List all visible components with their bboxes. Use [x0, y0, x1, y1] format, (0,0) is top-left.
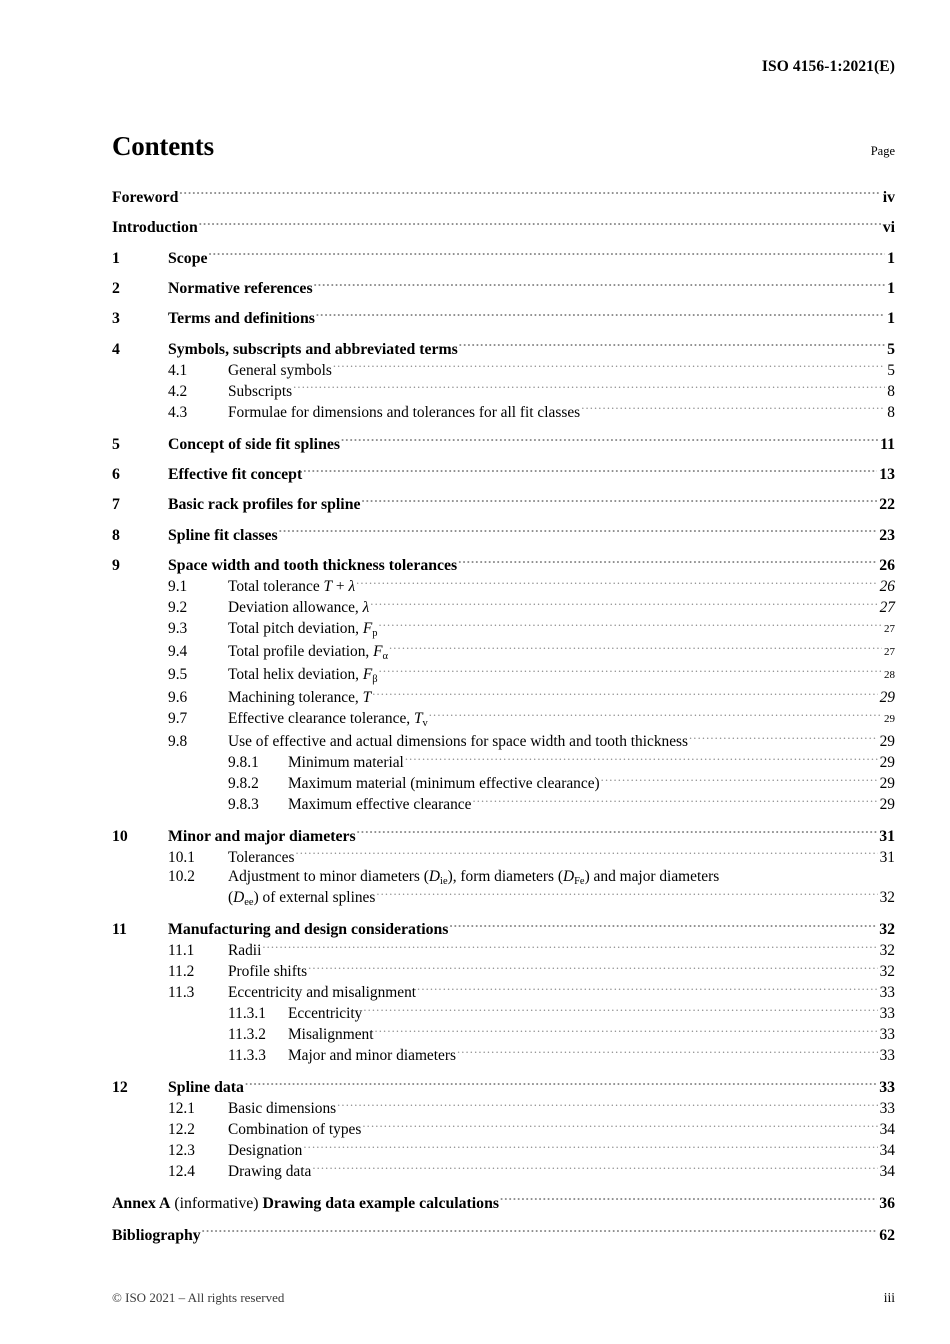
toc-entry-manufacturing-design[interactable]	[112, 919, 895, 940]
toc-entry-label: Basic dimensions	[228, 1100, 337, 1118]
toc-entry-label: Spline data	[168, 1079, 244, 1097]
toc-entry-bibliography[interactable]	[112, 1224, 895, 1245]
dot-leader	[312, 1161, 877, 1176]
toc-entry-page: 33	[879, 1079, 895, 1097]
math-operator: +	[332, 578, 349, 596]
toc-entry-label: Scope	[168, 249, 208, 267]
toc-entry-page: 29	[879, 689, 895, 707]
dot-leader	[356, 576, 877, 591]
page-folio: iii	[883, 1290, 895, 1305]
toc-entry-page: 33	[879, 984, 895, 1002]
toc-entry-label: Drawing data	[228, 1163, 312, 1181]
toc-entry-page: 27	[884, 623, 895, 636]
toc-entry-number: 10	[112, 827, 128, 845]
toc-entry-number: 4	[112, 340, 120, 358]
math-symbol-T: T	[413, 710, 423, 728]
toc-entry-page: 33	[879, 1005, 895, 1023]
toc-entry-number: 4.2	[168, 382, 188, 400]
toc-entry-effective-fit-concept[interactable]	[112, 463, 895, 484]
dot-leader	[370, 597, 877, 612]
toc-entry-label: Terms and definitions	[168, 310, 315, 328]
dot-leader	[378, 618, 882, 633]
toc-entry-terms-and-definitions[interactable]	[112, 308, 895, 329]
toc-entry-page: 31	[879, 848, 895, 866]
toc-entry-label: Minor and major diameters	[168, 827, 356, 845]
dot-leader	[303, 463, 877, 479]
toc-entry-maximum-material[interactable]	[112, 773, 895, 794]
dot-leader	[363, 1003, 877, 1018]
math-text: ) of external splines	[253, 889, 376, 907]
math-symbol-D: D	[428, 868, 441, 886]
toc-entry-scope[interactable]	[112, 247, 895, 268]
toc-entry-page: 11	[880, 435, 895, 453]
toc-entry-minor-major-diameters[interactable]	[112, 825, 895, 846]
toc-entry-normative-references[interactable]	[112, 277, 895, 298]
annex-name: Annex A	[112, 1194, 171, 1212]
dot-leader	[376, 887, 877, 902]
math-subscript-alpha: α	[382, 651, 388, 663]
toc-entry-number: 11.3	[168, 984, 195, 1002]
dot-leader	[357, 825, 878, 841]
toc-entry-general-symbols[interactable]	[112, 359, 895, 380]
toc-entry-number: 9.6	[168, 689, 188, 707]
toc-entry-number: 10.1	[168, 848, 195, 866]
toc-entry-number: 12.2	[168, 1121, 195, 1139]
annex-qualifier: (informative)	[170, 1194, 263, 1212]
toc-entry-number: 11.3.1	[228, 1005, 266, 1023]
toc-entry-label: Combination of types	[228, 1121, 362, 1139]
dot-leader	[295, 846, 877, 861]
toc-entry-introduction[interactable]	[112, 216, 895, 237]
toc-entry-eccentricity-misalignment[interactable]	[112, 982, 895, 1003]
toc-entry-page: 1	[887, 279, 895, 297]
toc-entry-number: 11.1	[168, 942, 195, 960]
math-text: ), form diameters (	[447, 868, 563, 886]
toc-entry-number: 8	[112, 526, 120, 544]
math-symbol-T: T	[323, 578, 333, 596]
toc-entry-page: 22	[879, 496, 895, 514]
toc-entry-symbols[interactable]	[112, 338, 895, 359]
toc-entry-page: 29	[879, 775, 895, 792]
contents-header-row	[112, 131, 895, 162]
toc-entry-label: Minimum material	[288, 754, 404, 772]
dot-leader	[429, 708, 882, 723]
dot-leader	[279, 524, 877, 540]
math-text: Deviation allowance,	[228, 599, 363, 617]
dot-leader	[262, 940, 877, 955]
toc-entry-total-helix-deviation[interactable]	[112, 664, 895, 687]
toc-entry-label: Profile shifts	[228, 963, 308, 981]
math-text: Adjustment to minor diameters (	[228, 868, 429, 886]
toc-entry-eccentricity[interactable]	[112, 1003, 895, 1024]
toc-entry-label: Maximum material (minimum effective clearance)	[288, 775, 600, 792]
toc-entry-label: Maximum effective clearance	[288, 795, 472, 813]
toc-entry-label: Symbols, subscripts and abbreviated terms	[168, 340, 458, 358]
toc-entry-page: 1	[887, 310, 895, 328]
toc-entry-label	[228, 642, 388, 662]
toc-entry-number: 9.5	[168, 666, 188, 684]
math-text: Total profile deviation,	[228, 643, 374, 661]
toc-entry-page: 34	[879, 1121, 895, 1139]
toc-entry-label: Tolerances	[228, 848, 295, 866]
toc-entry-maximum-effective-clearance[interactable]	[112, 794, 895, 815]
dot-leader	[459, 338, 885, 354]
math-subscript-ee: ee	[244, 897, 254, 909]
toc-entry-number: 2	[112, 279, 120, 297]
toc-entry-page: 5	[887, 340, 895, 358]
math-text: Machining tolerance,	[228, 689, 363, 707]
toc-entry-tolerances[interactable]	[112, 846, 895, 867]
dot-leader	[362, 494, 878, 510]
dot-leader	[209, 247, 886, 263]
toc-entry-label: Designation	[228, 1142, 303, 1160]
toc-entry-spline-fit-classes[interactable]	[112, 524, 895, 545]
toc-entry-page: 29	[884, 713, 895, 726]
math-symbol-D: D	[562, 868, 575, 886]
math-subscript-Fe: Fe	[574, 876, 585, 888]
toc-entry-number: 9.8	[168, 733, 188, 751]
math-text: (	[228, 889, 234, 907]
toc-entry-label: Use of effective and actual dimensions for space width and tooth thickness	[228, 733, 689, 751]
toc-entry-combination-of-types[interactable]	[112, 1119, 895, 1140]
document-footer	[112, 1290, 895, 1306]
dot-leader	[314, 277, 886, 293]
toc-entry-page: 29	[879, 733, 895, 751]
toc-entry-page: 32	[879, 963, 895, 981]
toc-entry-adjustment-diameters[interactable]	[112, 867, 895, 908]
toc-entry-label-line2	[228, 887, 895, 908]
toc-entry-label: Foreword	[112, 188, 179, 206]
dot-leader	[405, 752, 878, 767]
toc-entry-label	[228, 665, 378, 685]
toc-entry-number: 12.1	[168, 1100, 195, 1118]
dot-leader	[417, 982, 878, 997]
toc-entry-number: 9.2	[168, 599, 188, 617]
toc-entry-page: 26	[879, 578, 895, 596]
toc-entry-page: 8	[887, 382, 895, 400]
toc-entry-label	[112, 1194, 499, 1214]
math-symbol-F: F	[362, 666, 373, 684]
toc-entry-page: vi	[882, 219, 895, 237]
toc-entry-page: 27	[879, 599, 895, 617]
toc-entry-formulae[interactable]	[112, 401, 895, 422]
toc-entry-label: Major and minor diameters	[288, 1047, 456, 1065]
toc-entry-page: 62	[879, 1226, 895, 1244]
dot-leader	[199, 216, 881, 232]
math-text: Total pitch deviation,	[228, 620, 363, 638]
math-subscript-ie: ie	[440, 876, 448, 888]
toc-entry-page: 23	[879, 526, 895, 544]
toc-entry-page: 32	[879, 921, 895, 939]
math-symbol-F: F	[373, 643, 383, 661]
annex-title: Drawing data example calculations	[262, 1194, 500, 1212]
toc-entry-profile-shifts[interactable]	[112, 961, 895, 982]
toc-entry-number: 11.3.3	[228, 1047, 266, 1065]
toc-entry-page: 27	[884, 646, 895, 659]
toc-entry-use-of-effective-actual[interactable]	[112, 731, 895, 752]
toc-entry-annex-a[interactable]	[112, 1192, 895, 1213]
toc-entry-label: Bibliography	[112, 1226, 201, 1244]
toc-entry-body	[228, 867, 895, 908]
toc-entry-label: Eccentricity and misalignment	[228, 984, 417, 1002]
toc-entry-page: 1	[887, 249, 895, 267]
toc-entry-page: 29	[879, 795, 895, 813]
toc-entry-label: Formulae for dimensions and tolerances for all fit classes	[228, 403, 581, 421]
toc-entry-misalignment[interactable]	[112, 1024, 895, 1045]
toc-entry-number: 11.2	[168, 963, 195, 981]
page-column-label: Page	[870, 144, 895, 158]
toc-entry-label: Misalignment	[288, 1026, 374, 1044]
toc-entry-page: 5	[887, 361, 895, 379]
toc-entry-page: 13	[879, 465, 895, 483]
dot-leader	[337, 1098, 877, 1113]
toc-entry-minimum-material[interactable]	[112, 752, 895, 773]
toc-entry-spline-data[interactable]	[112, 1076, 895, 1097]
dot-leader	[601, 773, 878, 788]
toc-entry-number: 9.8.2	[228, 775, 259, 792]
toc-entry-basic-rack-profiles[interactable]	[112, 494, 895, 515]
dot-leader	[472, 794, 877, 809]
toc-entry-label	[228, 688, 371, 708]
toc-entry-page: 33	[879, 1047, 895, 1065]
dot-leader	[293, 380, 885, 395]
toc-entry-number: 4.3	[168, 403, 188, 421]
toc-entry-label: Radii	[228, 942, 262, 960]
math-subscript-v: v	[422, 717, 428, 729]
math-text: Total tolerance	[228, 578, 324, 596]
toc-entry-number: 9.4	[168, 643, 188, 661]
toc-entry-label-tail	[228, 888, 375, 908]
math-text: Effective clearance tolerance,	[228, 710, 414, 728]
toc-entry-number: 9.3	[168, 620, 188, 638]
toc-entry-label: Manufacturing and design considerations	[168, 921, 449, 939]
toc-entry-total-tolerance[interactable]	[112, 576, 895, 597]
dot-leader	[372, 687, 877, 702]
dot-leader	[500, 1192, 877, 1208]
toc-entry-page: 34	[879, 1163, 895, 1181]
toc-entry-total-profile-deviation[interactable]	[112, 641, 895, 664]
math-subscript-p: p	[372, 628, 378, 640]
copyright-notice: © ISO 2021 – All rights reserved	[112, 1290, 285, 1305]
toc-entry-label: Space width and tooth thickness tolerances	[168, 557, 458, 575]
dot-leader	[179, 186, 880, 202]
page-title: Contents	[112, 131, 214, 161]
toc-entry-page: iv	[882, 188, 895, 206]
dot-leader	[689, 731, 878, 746]
toc-entry-page: 26	[879, 557, 895, 575]
dot-leader	[308, 961, 878, 976]
toc-entry-number: 1	[112, 249, 120, 267]
toc-entry-designation[interactable]	[112, 1140, 895, 1161]
toc-entry-number: 12.4	[168, 1163, 195, 1181]
table-of-contents	[112, 186, 895, 1245]
toc-entry-label: Eccentricity	[288, 1005, 363, 1023]
toc-entry-number: 6	[112, 465, 120, 483]
toc-entry-number: 9	[112, 557, 120, 575]
toc-entry-number: 12	[112, 1079, 128, 1097]
toc-entry-number: 12.3	[168, 1142, 195, 1160]
math-symbol-lambda: λ	[362, 599, 370, 617]
toc-entry-number: 11	[112, 921, 127, 939]
toc-entry-concept-side-fit-splines[interactable]	[112, 433, 895, 454]
math-symbol-lambda: λ	[348, 578, 356, 596]
toc-entry-label-line1	[228, 867, 895, 887]
toc-entry-page: 29	[879, 754, 895, 772]
toc-entry-drawing-data[interactable]	[112, 1161, 895, 1182]
dot-leader	[202, 1224, 878, 1240]
dot-leader	[362, 1119, 877, 1134]
dot-leader	[333, 359, 885, 374]
toc-entry-number: 9.8.1	[228, 754, 259, 772]
toc-entry-page: 34	[879, 1142, 895, 1160]
toc-entry-label: Subscripts	[228, 382, 293, 400]
dot-leader	[389, 641, 882, 656]
dot-leader	[375, 1024, 878, 1039]
math-text: ) and major diameters	[584, 868, 720, 886]
toc-entry-deviation-allowance[interactable]	[112, 597, 895, 618]
dot-leader	[449, 919, 877, 935]
toc-entry-label: Concept of side fit splines	[168, 435, 341, 453]
toc-entry-page: 28	[884, 669, 895, 682]
toc-entry-effective-clearance-tolerance[interactable]	[112, 708, 895, 731]
toc-entry-label: Effective fit concept	[168, 465, 303, 483]
toc-entry-label	[228, 619, 377, 639]
dot-leader	[457, 1045, 878, 1060]
toc-entry-number: 11.3.2	[228, 1026, 266, 1044]
toc-entry-label: Normative references	[168, 279, 313, 297]
toc-entry-label: Spline fit classes	[168, 526, 278, 544]
dot-leader	[245, 1076, 877, 1092]
document-header: ISO 4156-1:2021(E)	[761, 58, 895, 75]
toc-entry-label	[228, 709, 428, 729]
math-symbol-T: T	[362, 689, 372, 707]
dot-leader	[316, 308, 885, 324]
toc-entry-page: 31	[879, 827, 895, 845]
toc-entry-label	[228, 577, 355, 597]
toc-entry-page: 8	[887, 403, 895, 421]
toc-entry-number: 9.8.3	[228, 795, 259, 813]
math-text: Total helix deviation,	[228, 666, 363, 684]
dot-leader	[303, 1140, 877, 1155]
toc-entry-subscripts[interactable]	[112, 380, 895, 401]
toc-entry-machining-tolerance[interactable]	[112, 687, 895, 708]
toc-entry-label: General symbols	[228, 361, 332, 379]
toc-entry-major-minor-diameters[interactable]	[112, 1045, 895, 1066]
dot-leader	[458, 554, 877, 570]
toc-entry-page: 33	[879, 1100, 895, 1118]
toc-entry-page: 36	[879, 1194, 895, 1212]
toc-entry-label	[228, 598, 369, 618]
toc-entry-number: 5	[112, 435, 120, 453]
toc-entry-number: 7	[112, 496, 120, 514]
toc-entry-page: 32	[879, 942, 895, 960]
toc-entry-basic-dimensions[interactable]	[112, 1098, 895, 1119]
math-symbol-F: F	[362, 620, 373, 638]
toc-entry-number: 9.7	[168, 710, 188, 728]
math-symbol-D: D	[233, 889, 245, 907]
toc-entry-number: 9.1	[168, 578, 188, 596]
toc-entry-label: Basic rack profiles for spline	[168, 496, 361, 514]
dot-leader	[581, 401, 885, 416]
toc-entry-radii[interactable]	[112, 940, 895, 961]
toc-entry-page: 33	[879, 1026, 895, 1044]
toc-entry-page: 32	[879, 889, 895, 907]
toc-entry-space-width-tolerances[interactable]	[112, 554, 895, 575]
toc-entry-number: 3	[112, 310, 120, 328]
toc-entry-label: Introduction	[112, 219, 198, 237]
dot-leader	[379, 664, 882, 679]
toc-entry-number: 4.1	[168, 361, 188, 379]
toc-entry-number: 10.2	[168, 868, 195, 886]
dot-leader	[341, 433, 878, 449]
toc-entry-foreword[interactable]	[112, 186, 895, 207]
math-subscript-beta: β	[372, 674, 378, 685]
toc-entry-total-pitch-deviation[interactable]	[112, 618, 895, 641]
